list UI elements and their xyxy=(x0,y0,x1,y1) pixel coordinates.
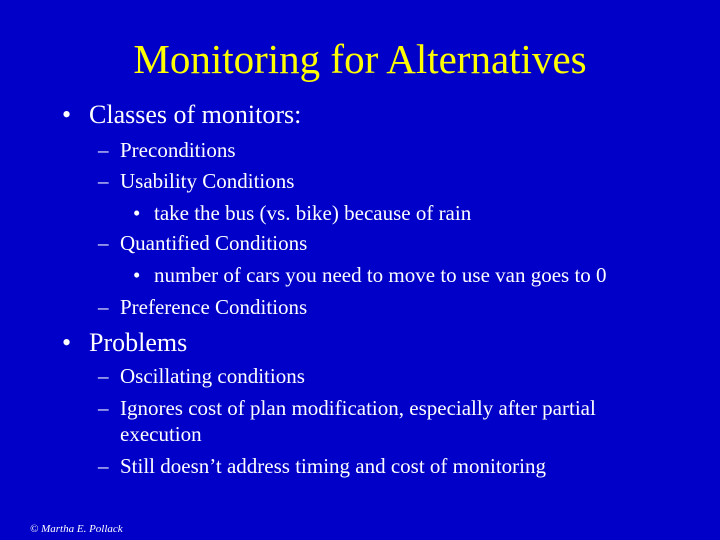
dash-marker: – xyxy=(98,231,109,255)
list-item-preference: Preference Conditions xyxy=(120,295,308,319)
sub-item-bus: take the bus (vs. bike) because of rain xyxy=(154,201,472,225)
bullet-marker: • xyxy=(133,201,141,225)
list-item-usability: Usability Conditions xyxy=(120,169,295,193)
list-item-timing: Still doesn’t address timing and cost of monitoring xyxy=(120,454,546,478)
list-item-preconditions: Preconditions xyxy=(120,138,236,162)
list-item-ignores-cost-continued: execution xyxy=(120,422,202,446)
dash-marker: – xyxy=(98,396,109,420)
bullet-marker: • xyxy=(62,328,72,357)
section-heading-problems: Problems xyxy=(89,328,188,357)
copyright-footer: © Martha E. Pollack xyxy=(30,523,123,535)
list-item-ignores-cost: Ignores cost of plan modification, especially after partial xyxy=(120,396,596,420)
bullet-marker: • xyxy=(133,263,141,287)
section-heading-classes: Classes of monitors: xyxy=(89,100,302,129)
list-item-quantified: Quantified Conditions xyxy=(120,231,308,255)
bullet-marker: • xyxy=(62,100,72,129)
dash-marker: – xyxy=(98,138,109,162)
dash-marker: – xyxy=(98,295,109,319)
sub-item-cars: number of cars you need to move to use van goes to 0 xyxy=(154,263,607,287)
slide-title: Monitoring for Alternatives xyxy=(133,36,587,82)
dash-marker: – xyxy=(98,169,109,193)
dash-marker: – xyxy=(98,364,109,388)
list-item-oscillating: Oscillating conditions xyxy=(120,364,305,388)
dash-marker: – xyxy=(98,454,109,478)
